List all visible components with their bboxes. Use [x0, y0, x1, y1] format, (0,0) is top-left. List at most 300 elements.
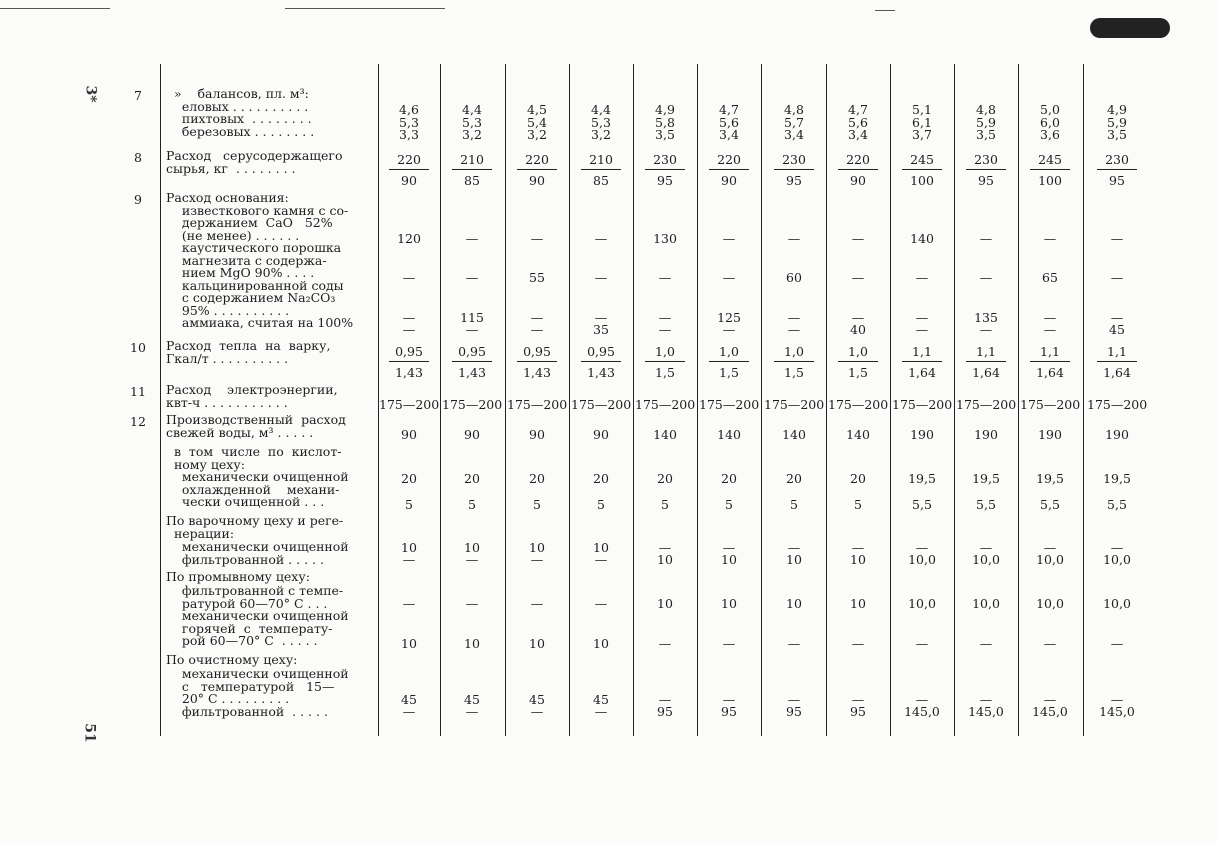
fraction-denominator: 95	[657, 173, 673, 188]
table-cell: 145,0	[1099, 704, 1135, 719]
fraction-denominator: 95	[1109, 173, 1125, 188]
table-cell: 190	[1105, 427, 1129, 442]
table-cell: 4,7	[848, 102, 868, 117]
table-cell: 190	[974, 427, 998, 442]
page-number: 51	[81, 723, 98, 743]
table-cell: 5,9	[976, 114, 996, 130]
margin-tag-top: 3*	[82, 85, 99, 103]
column-divider	[954, 64, 955, 736]
table-cell: 3,5	[655, 127, 675, 142]
water-wash-lines: фильтрованной с темпе- ратурой 60—70° С . . . механически очищенной горячей с температу- рой 60—70° С . . . . .	[181, 583, 349, 648]
table-cell: 140	[846, 427, 870, 442]
fraction-cell	[902, 152, 942, 188]
fraction-denominator: 1,43	[458, 365, 486, 380]
table-cell: —	[594, 270, 608, 285]
table-cell: 20	[786, 471, 802, 486]
fraction-cell	[966, 152, 1006, 188]
table-cell: 20	[401, 471, 417, 486]
table-cell: 5,3	[591, 114, 611, 130]
fraction-denominator: 1,43	[523, 365, 551, 380]
fraction-cell	[902, 344, 942, 380]
table-cell: 45	[1109, 322, 1125, 337]
table-cell: 5,8	[655, 114, 675, 130]
table-cell: 55	[529, 270, 545, 285]
table-cell: 4,5	[527, 102, 547, 117]
column-divider	[440, 64, 441, 736]
table-cell: —	[722, 540, 736, 555]
table-cell: 10	[401, 540, 417, 555]
table-cell: 4,4	[462, 102, 482, 117]
table-cell: 20	[721, 471, 737, 486]
table-cell: —	[787, 636, 801, 651]
fraction-denominator: 95	[978, 173, 994, 188]
table-cell: —	[1110, 692, 1124, 707]
table-cell: —	[402, 270, 416, 285]
scan-artifact	[875, 10, 895, 11]
column-divider	[1018, 64, 1019, 736]
table-cell: 10	[850, 552, 866, 567]
table-cell: —	[530, 704, 544, 719]
table-cell: 175—200	[828, 397, 889, 412]
row-description: » балансов, пл. м³: еловых . . . . . . . . . . пихтовых . . . . . . . . березовых . . . . . . . .	[173, 86, 315, 139]
fraction-cell	[645, 344, 685, 380]
table-cell: —	[594, 552, 608, 567]
table-cell: 120	[397, 231, 421, 246]
row-number: 8	[134, 150, 142, 165]
table-cell: 5,9	[1107, 114, 1127, 130]
column-divider	[890, 64, 891, 736]
table-cell: 4,9	[655, 102, 675, 117]
water-clean-lines: механически очищенной с температурой 15— 20° С . . . . . . . . . фильтрованной . . . . .	[181, 666, 349, 719]
table-cell: 175—200	[571, 397, 632, 412]
table-cell: 95	[786, 704, 802, 719]
fraction-cell	[966, 344, 1006, 380]
table-cell: 10	[786, 596, 802, 611]
fraction-numerator: 1,0	[774, 344, 814, 362]
table-cell: —	[1110, 636, 1124, 651]
table-cell: —	[594, 310, 608, 325]
fraction-cell	[838, 152, 878, 188]
table-cell: —	[722, 636, 736, 651]
table-cell: 10,0	[1103, 596, 1131, 611]
table-cell: 10,0	[1036, 552, 1064, 567]
fraction-cell	[709, 344, 749, 380]
table-cell: 10,0	[908, 596, 936, 611]
table-cell: 4,8	[976, 102, 996, 117]
table-cell: 20	[657, 471, 673, 486]
fraction-numerator: 230	[774, 152, 814, 170]
row-number: 7	[134, 88, 142, 103]
table-cell: —	[530, 596, 544, 611]
table-cell: —	[1043, 692, 1057, 707]
table-cell: 10	[401, 636, 417, 651]
fraction-numerator: 245	[1030, 152, 1070, 170]
scan-artifact	[0, 8, 110, 9]
table-cell: 3,2	[591, 127, 611, 142]
table-cell: 5	[533, 497, 541, 512]
table-cell: 90	[593, 427, 609, 442]
table-cell: 10	[850, 596, 866, 611]
fraction-cell	[1097, 344, 1137, 380]
table-cell: 10	[593, 636, 609, 651]
table-cell: 3,2	[462, 127, 482, 142]
table-cell: 175—200	[956, 397, 1017, 412]
fraction-numerator: 245	[902, 152, 942, 170]
table-cell: 3,7	[912, 127, 932, 142]
table-cell: —	[787, 231, 801, 246]
table-cell: 3,2	[527, 127, 547, 142]
table-cell: 175—200	[379, 397, 440, 412]
fraction-cell	[645, 152, 685, 188]
table-cell: 175—200	[892, 397, 953, 412]
table-cell: 175—200	[442, 397, 503, 412]
fraction-cell	[1030, 344, 1070, 380]
table-cell: 5,3	[399, 114, 419, 130]
fraction-numerator: 220	[389, 152, 429, 170]
table-cell: 90	[401, 427, 417, 442]
fraction-numerator: 0,95	[581, 344, 621, 362]
water-clean-heading: По очистному цеху:	[166, 652, 298, 667]
row-description: Расход тепла на варку, Гкал/т . . . . . . . . . .	[166, 338, 331, 366]
table-cell: 130	[653, 231, 677, 246]
table-cell: —	[658, 692, 672, 707]
fraction-denominator: 90	[401, 173, 417, 188]
table-cell: 10	[464, 540, 480, 555]
table-cell: 5,4	[527, 114, 547, 130]
table-cell: —	[594, 231, 608, 246]
table-cell: 45	[593, 692, 609, 707]
fraction-denominator: 1,64	[908, 365, 936, 380]
water-acid-heading: в том числе по кислот- ному цеху:	[173, 444, 342, 472]
table-cell: —	[722, 231, 736, 246]
table-cell: 95	[850, 704, 866, 719]
fraction-numerator: 0,95	[389, 344, 429, 362]
table-cell: —	[530, 310, 544, 325]
fraction-numerator: 220	[838, 152, 878, 170]
table-cell: 4,7	[719, 102, 739, 117]
fraction-cell	[517, 344, 557, 380]
table-cell: 95	[721, 704, 737, 719]
table-cell: 90	[529, 427, 545, 442]
fraction-denominator: 1,64	[1103, 365, 1131, 380]
table-cell: —	[1110, 540, 1124, 555]
table-cell: 5,6	[719, 114, 739, 130]
table-cell: 175—200	[699, 397, 760, 412]
table-cell: —	[530, 552, 544, 567]
table-cell: 4,9	[1107, 102, 1127, 117]
ink-blot	[1090, 18, 1170, 38]
table-cell: —	[1043, 540, 1057, 555]
fraction-denominator: 1,64	[972, 365, 1000, 380]
table-cell: —	[402, 596, 416, 611]
table-cell: —	[851, 310, 865, 325]
row-number: 9	[134, 192, 142, 207]
column-divider	[160, 64, 161, 736]
table-cell: —	[465, 596, 479, 611]
water-cook-lines: механически очищенной фильтрованной . . . . .	[181, 539, 349, 567]
table-cell: —	[402, 704, 416, 719]
table-cell: —	[787, 692, 801, 707]
table-cell: 175—200	[1020, 397, 1081, 412]
fraction-cell	[581, 152, 621, 188]
table-cell: 5	[597, 497, 605, 512]
table-cell: 4,6	[399, 102, 419, 117]
fraction-numerator: 1,1	[1030, 344, 1070, 362]
table-cell: 125	[717, 310, 741, 325]
table-cell: —	[1110, 231, 1124, 246]
fraction-cell	[452, 344, 492, 380]
table-cell: 10	[464, 636, 480, 651]
table-cell: —	[979, 540, 993, 555]
table-cell: 10	[721, 552, 737, 567]
table-cell: 90	[464, 427, 480, 442]
table-cell: 45	[529, 692, 545, 707]
table-cell: —	[851, 231, 865, 246]
table-cell: —	[530, 322, 544, 337]
column-divider	[569, 64, 570, 736]
table-cell: 135	[974, 310, 998, 325]
table-cell: 20	[593, 471, 609, 486]
fraction-denominator: 85	[464, 173, 480, 188]
table-cell: 10	[529, 540, 545, 555]
fraction-cell	[1030, 152, 1070, 188]
table-cell: 3,4	[719, 127, 739, 142]
table-cell: 20	[529, 471, 545, 486]
table-cell: —	[1110, 310, 1124, 325]
column-divider	[697, 64, 698, 736]
column-divider	[505, 64, 506, 736]
table-cell: —	[915, 310, 929, 325]
column-divider	[633, 64, 634, 736]
table-cell: 140	[717, 427, 741, 442]
table-cell: —	[530, 231, 544, 246]
table-cell: —	[915, 692, 929, 707]
table-cell: 5	[725, 497, 733, 512]
table-cell: 5,3	[462, 114, 482, 130]
fraction-cell	[452, 152, 492, 188]
fraction-denominator: 85	[593, 173, 609, 188]
table-cell: 5,5	[1040, 497, 1060, 512]
table-cell: 140	[782, 427, 806, 442]
table-cell: 10	[529, 636, 545, 651]
table-cell: 5,5	[976, 497, 996, 512]
fraction-cell	[709, 152, 749, 188]
table-cell: —	[658, 540, 672, 555]
table-cell: 145,0	[1032, 704, 1068, 719]
fraction-numerator: 1,0	[645, 344, 685, 362]
table-cell: —	[1043, 231, 1057, 246]
fraction-numerator: 230	[1097, 152, 1137, 170]
table-cell: —	[594, 596, 608, 611]
table-cell: 3,3	[399, 127, 419, 142]
fraction-numerator: 220	[517, 152, 557, 170]
table-cell: —	[658, 636, 672, 651]
fraction-cell	[389, 152, 429, 188]
table-cell: —	[1110, 270, 1124, 285]
table-cell: 5,6	[848, 114, 868, 130]
table-cell: 60	[786, 270, 802, 285]
fraction-cell	[581, 344, 621, 380]
table-cell: —	[787, 540, 801, 555]
table-cell: 3,5	[976, 127, 996, 142]
table-cell: —	[465, 322, 479, 337]
table-cell: 40	[850, 322, 866, 337]
table-cell: 10,0	[1036, 596, 1064, 611]
row-number: 12	[130, 414, 146, 429]
table-cell: 3,6	[1040, 127, 1060, 142]
fraction-denominator: 100	[910, 173, 934, 188]
table-cell: —	[979, 231, 993, 246]
table-cell: 5	[468, 497, 476, 512]
table-cell: —	[465, 270, 479, 285]
table-cell: —	[979, 692, 993, 707]
table-cell: —	[787, 322, 801, 337]
table-cell: —	[465, 552, 479, 567]
table-cell: —	[658, 270, 672, 285]
table-cell: —	[402, 322, 416, 337]
table-cell: —	[915, 322, 929, 337]
table-cell: 3,4	[848, 127, 868, 142]
fraction-denominator: 90	[850, 173, 866, 188]
table-cell: 95	[657, 704, 673, 719]
table-cell: 190	[910, 427, 934, 442]
table-cell: 4,4	[591, 102, 611, 117]
fraction-cell	[1097, 152, 1137, 188]
fraction-numerator: 210	[452, 152, 492, 170]
table-cell: 5	[405, 497, 413, 512]
table-cell: —	[658, 310, 672, 325]
table-cell: 10,0	[908, 552, 936, 567]
table-cell: —	[465, 704, 479, 719]
table-cell: 5	[661, 497, 669, 512]
scan-artifact	[285, 8, 445, 9]
fraction-numerator: 1,1	[966, 344, 1006, 362]
table-cell: —	[402, 310, 416, 325]
fraction-numerator: 1,0	[709, 344, 749, 362]
table-cell: —	[722, 692, 736, 707]
table-cell: —	[851, 636, 865, 651]
table-cell: 5,0	[1040, 102, 1060, 117]
row-description: Производственный расход свежей воды, м³ . . . . .	[166, 412, 346, 440]
table-cell: —	[1043, 636, 1057, 651]
table-cell: 45	[401, 692, 417, 707]
table-cell: —	[1043, 322, 1057, 337]
fraction-denominator: 90	[529, 173, 545, 188]
table-cell: 20	[464, 471, 480, 486]
fraction-numerator: 1,0	[838, 344, 878, 362]
table-cell: 6,1	[912, 114, 932, 130]
table-cell: 175—200	[1087, 397, 1148, 412]
row-description: Расход основания: известкового камня с со- держанием CaO 52% (не менее) . . . . . . каустического порошка магнезита с содержа- нием MgO 90% . . . . кальцинированной соды с содержанием Na₂CO₃ 95% . . . . . . . . . . аммиака, считая на 100%	[166, 190, 354, 330]
table-cell: 19,5	[972, 471, 1000, 486]
table-cell: 19,5	[1036, 471, 1064, 486]
table-cell: 3,5	[1107, 127, 1127, 142]
table-cell: 65	[1042, 270, 1058, 285]
fraction-numerator: 1,1	[902, 344, 942, 362]
fraction-cell	[774, 152, 814, 188]
table-cell: 140	[653, 427, 677, 442]
table-cell: 5,1	[912, 102, 932, 117]
fraction-denominator: 90	[721, 173, 737, 188]
table-cell: 190	[1038, 427, 1062, 442]
row-number: 10	[130, 340, 146, 355]
table-cell: —	[979, 636, 993, 651]
table-cell: 140	[910, 231, 934, 246]
table-cell: 10	[593, 540, 609, 555]
fraction-denominator: 1,5	[719, 365, 739, 380]
fraction-denominator: 1,43	[395, 365, 423, 380]
table-cell: 35	[593, 322, 609, 337]
row-description: Расход электроэнергии, квт-ч . . . . . . . . . . .	[166, 382, 338, 410]
table-cell: —	[915, 270, 929, 285]
table-cell: 5,5	[1107, 497, 1127, 512]
table-cell: 19,5	[1103, 471, 1131, 486]
fraction-denominator: 95	[786, 173, 802, 188]
table-cell: 175—200	[635, 397, 696, 412]
fraction-cell	[838, 344, 878, 380]
fraction-numerator: 0,95	[517, 344, 557, 362]
table-cell: —	[979, 322, 993, 337]
table-cell: 45	[464, 692, 480, 707]
fraction-cell	[774, 344, 814, 380]
column-divider	[1083, 64, 1084, 736]
table-cell: 10	[657, 552, 673, 567]
fraction-cell	[517, 152, 557, 188]
table-cell: —	[402, 552, 416, 567]
table-cell: —	[851, 270, 865, 285]
table-cell: 10,0	[972, 596, 1000, 611]
table-cell: —	[722, 270, 736, 285]
table-cell: —	[465, 231, 479, 246]
table-cell: 175—200	[764, 397, 825, 412]
column-divider	[826, 64, 827, 736]
table-cell: 175—200	[507, 397, 568, 412]
table-cell: —	[1043, 310, 1057, 325]
table-cell: 5	[854, 497, 862, 512]
table-cell: 19,5	[908, 471, 936, 486]
table-cell: —	[979, 270, 993, 285]
table-cell: 145,0	[904, 704, 940, 719]
table-cell: —	[594, 704, 608, 719]
fraction-numerator: 230	[645, 152, 685, 170]
table-cell: —	[851, 692, 865, 707]
table-cell: 145,0	[968, 704, 1004, 719]
table-cell: 10	[721, 596, 737, 611]
table-cell: 10,0	[1103, 552, 1131, 567]
row-description: Расход серусодержащего сырья, кг . . . . . . . .	[166, 148, 343, 176]
row-number: 11	[130, 384, 146, 399]
fraction-denominator: 100	[1038, 173, 1062, 188]
table-cell: —	[658, 322, 672, 337]
fraction-cell	[389, 344, 429, 380]
table-cell: —	[787, 310, 801, 325]
column-divider	[761, 64, 762, 736]
table-cell: 6,0	[1040, 114, 1060, 130]
table-cell: 5,5	[912, 497, 932, 512]
fraction-numerator: 210	[581, 152, 621, 170]
fraction-numerator: 230	[966, 152, 1006, 170]
fraction-denominator: 1,64	[1036, 365, 1064, 380]
table-cell: —	[722, 322, 736, 337]
water-wash-heading: По промывному цеху:	[166, 569, 310, 584]
table-cell: 10	[657, 596, 673, 611]
fraction-denominator: 1,5	[848, 365, 868, 380]
fraction-numerator: 1,1	[1097, 344, 1137, 362]
table-cell: 10,0	[972, 552, 1000, 567]
table-cell: 10	[786, 552, 802, 567]
table-cell: —	[915, 540, 929, 555]
fraction-numerator: 0,95	[452, 344, 492, 362]
